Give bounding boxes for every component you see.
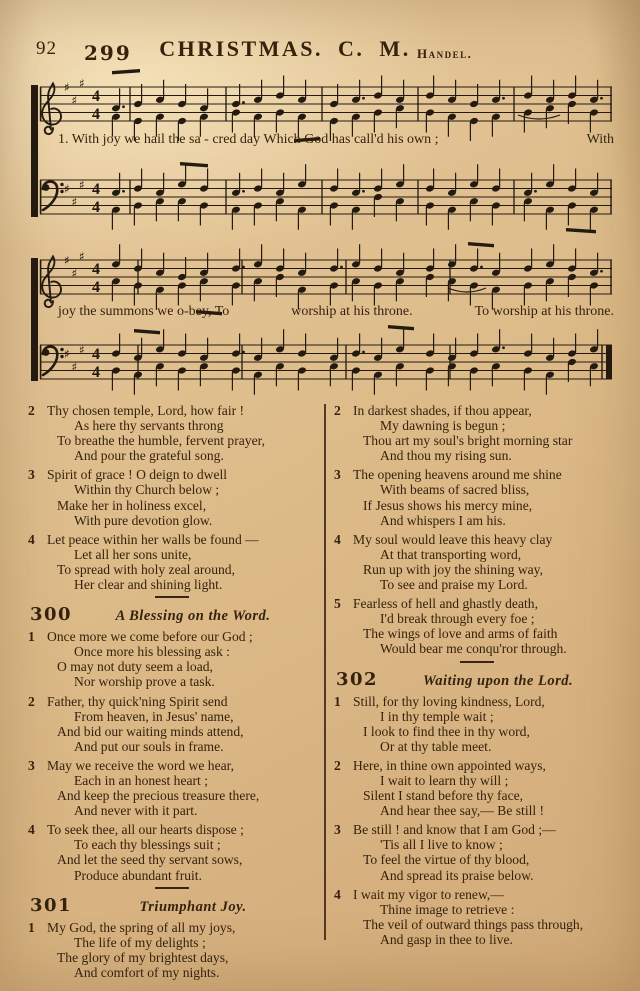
verse-line: Thine image to retrieve : [380,901,515,917]
verse-number: 5 [334,596,341,612]
verse-line: To spread with holy zeal around, [57,561,235,577]
time-signature-top: 4 [92,346,100,363]
verse-line: Here, in thine own appointed ways, [353,757,546,773]
verse-number: 2 [334,403,341,418]
verse-line: And pour the grateful song. [74,448,224,464]
verse-line: Would bear me conqu'ror through. [380,641,567,657]
verse-line: Silent I stand before thy face, [363,788,524,804]
verse-number: 1 [28,919,35,935]
verse-line: Once more his blessing ask : [74,644,230,660]
hymn-heading [336,669,618,690]
verse-line: Be still ! and know that I am God ;— [353,822,556,838]
hymn-verse [336,596,618,656]
verse-line: And never with it part. [74,803,198,819]
verse-line: Nor worship prove a task. [74,674,215,690]
sharp-icon: ♯ [64,80,70,95]
time-signature-bottom: 4 [92,106,100,123]
section-divider [155,596,189,598]
left-column [30,403,314,984]
verse-line: O may not duty seem a load, [57,659,213,675]
verse-line: And hear thee say,— Be still ! [380,803,545,819]
beam-icon [388,325,414,330]
system-bracket [31,85,38,217]
sharp-icon: ♯ [64,182,70,196]
hymn-verse [30,920,314,980]
verse-line: And comfort of my nights. [74,964,220,980]
lyric-text: joy the summons we o-bey, To [58,304,230,319]
hymn-number-299: 299 [84,41,132,65]
sharp-icon: ♯ [79,249,85,264]
verse-line: Produce abundant fruit. [74,867,202,883]
verse-number: 1 [28,629,35,645]
sharp-icon: ♯ [71,266,78,281]
hymn-verse [336,403,618,463]
column-divider [324,404,326,940]
verse-line: Fearless of hell and ghastly death, [353,596,538,612]
verse-line: I in thy temple wait ; [380,708,494,724]
time-signature-bottom: 4 [92,364,100,381]
verse-line: May we receive the word we hear, [47,757,235,773]
verse-line: If Jesus shows his mercy mine, [363,497,533,513]
verse-line: My God, the spring of all my joys, [47,919,236,935]
verse-line: The veil of outward things pass through, [363,916,584,932]
verse-number: 3 [28,757,35,773]
verse-line: The wings of love and arms of faith [363,626,558,642]
verse-line: And let the seed thy servant sows, [57,852,243,868]
staff-bass-1 [40,162,612,233]
page-title: CHRISTMAS. C. M. [159,36,411,61]
verse-number: 3 [334,822,341,838]
verse-line: Her clear and shining light. [74,577,223,593]
treble-clef-icon [42,84,61,135]
hymn-number: 300 [30,604,73,626]
verse-number: 2 [28,403,35,418]
hymn-heading [30,604,314,625]
hymn-verse [30,758,314,818]
lyric-line-1 [58,132,614,148]
verse-line: I look to find thee in thy word, [363,723,530,739]
hymn-verse [30,822,314,882]
verse-line: And thou my rising sun. [380,448,512,464]
verse-line: I wait to learn thy will ; [380,772,509,788]
hymn-verse [30,467,314,527]
verse-line: Let peace within her walls be found — [47,531,259,547]
lyric-text: With [586,132,614,147]
verse-line: As here thy servants throng [74,418,224,434]
verse-line: Make her in holiness excel, [57,497,207,513]
beam-icon [468,242,494,247]
verse-line: The glory of my brightest days, [57,949,229,965]
sheet-music [0,0,640,400]
verse-line: Still, for thy loving kindness, Lord, [353,693,545,709]
verse-line: 'Tis all I live to know ; [380,837,503,853]
page-number: 92 [36,38,57,59]
verse-line: Thou art my soul's bright morning star [363,433,573,449]
verse-line: To seek thee, all our hearts dispose ; [47,822,244,838]
lyric-text: To worship at his throne. [474,304,614,319]
verse-number: 3 [334,467,341,483]
hymn-title: Waiting upon the Lord. [422,672,574,689]
verse-line: And put our souls in frame. [74,738,224,754]
verse-number: 4 [334,531,341,547]
hymn-verse [30,629,314,689]
verse-line: At that transporting word, [380,546,522,562]
hymn-verse [336,532,618,592]
treble-clef-icon [42,257,61,308]
verse-line: Spirit of grace ! O deign to dwell [47,467,228,483]
hymn-verse [336,887,618,947]
verse-line: Once more we come before our God ; [47,629,253,645]
lyric-line-2 [58,304,614,320]
time-signature-top: 4 [92,261,100,278]
verse-line: And keep the precious treasure there, [57,788,260,804]
beam-icon [180,162,208,167]
hymn-title: Triumphant Joy. [139,898,247,915]
hymn-number: 302 [336,668,379,690]
verse-number: 1 [334,693,341,709]
verse-line: With beams of sacred bliss, [380,482,530,498]
sharp-icon: ♯ [71,359,78,374]
verse-line: To feel the virtue of thy blood, [363,852,530,868]
verse-number: 2 [28,693,35,709]
hymn-verse [336,694,618,754]
beam-icon [566,228,596,233]
verse-line: The life of my delights ; [74,934,206,950]
verse-line: From heaven, in Jesus' name, [74,708,234,724]
time-signature-top: 4 [92,88,100,105]
verse-line: And bid our waiting minds attend, [57,723,244,739]
system-bracket [31,258,38,381]
sharp-icon: ♯ [64,253,70,268]
verse-line: With pure devotion glow. [74,512,213,528]
hymn-verse [336,822,618,882]
verse-line: Father, thy quick'ning Spirit send [47,693,228,709]
verse-number: 2 [334,757,341,773]
verse-line: Run up with joy the shining way, [363,561,543,577]
lyric-text: 1. With joy we hail the sa - cred day Which God has call'd his own ; [58,132,439,147]
verse-line: I'd break through every foe ; [380,611,535,627]
hymn-verse [30,403,314,463]
verse-number: 4 [334,886,341,902]
sharp-icon: ♯ [71,194,78,209]
verse-number: 4 [28,822,35,838]
section-divider [460,661,494,663]
hymn-number: 301 [30,894,73,916]
sharp-icon: ♯ [79,177,85,192]
verse-line: And whispers I am his. [380,512,506,528]
composer-name: Handel. [417,46,473,61]
sharp-icon: ♯ [79,76,85,91]
slur-icon [448,288,486,292]
verse-line: Or at thy table meet. [380,738,492,754]
verse-line: To each thy blessings suit ; [74,837,221,853]
verse-number: 3 [28,467,35,483]
right-column [336,403,618,951]
verse-line: To breathe the humble, fervent prayer, [57,433,265,449]
section-divider [155,887,189,889]
sharp-icon: ♯ [79,342,85,357]
verse-line: The opening heavens around me shine [353,467,562,483]
hymn-verse [336,758,618,818]
time-signature-top: 4 [92,181,100,198]
time-signature-bottom: 4 [92,199,100,216]
verse-number: 4 [28,531,35,547]
time-signature-bottom: 4 [92,279,100,296]
verse-line: Thy chosen temple, Lord, how fair ! [47,403,245,418]
verse-line: Each in an honest heart ; [74,772,208,788]
hymn-heading [30,895,314,916]
beam-icon [112,69,140,74]
hymn-verse [30,694,314,754]
verse-line: And gasp in thee to live. [380,931,513,947]
beam-icon [134,329,160,334]
sharp-icon: ♯ [71,93,78,108]
hymn-verse [336,467,618,527]
verse-line: My soul would leave this heavy clay [353,531,553,547]
staff-bass-2 [40,325,612,395]
hymn-title: A Blessing on the Word. [115,608,271,625]
verse-line: Within thy Church below ; [74,482,220,498]
lyric-text: worship at his throne. [291,304,413,319]
verse-line: In darkest shades, if thou appear, [353,403,532,418]
verse-line: To see and praise my Lord. [380,577,528,593]
verse-line: And spread its praise below. [380,867,534,883]
verse-line: Let all her sons unite, [74,546,192,562]
sharp-icon: ♯ [64,347,70,361]
verse-line: I wait my vigor to renew,— [353,886,504,902]
verse-line: My dawning is begun ; [380,418,506,434]
hymn-verse [30,532,314,592]
